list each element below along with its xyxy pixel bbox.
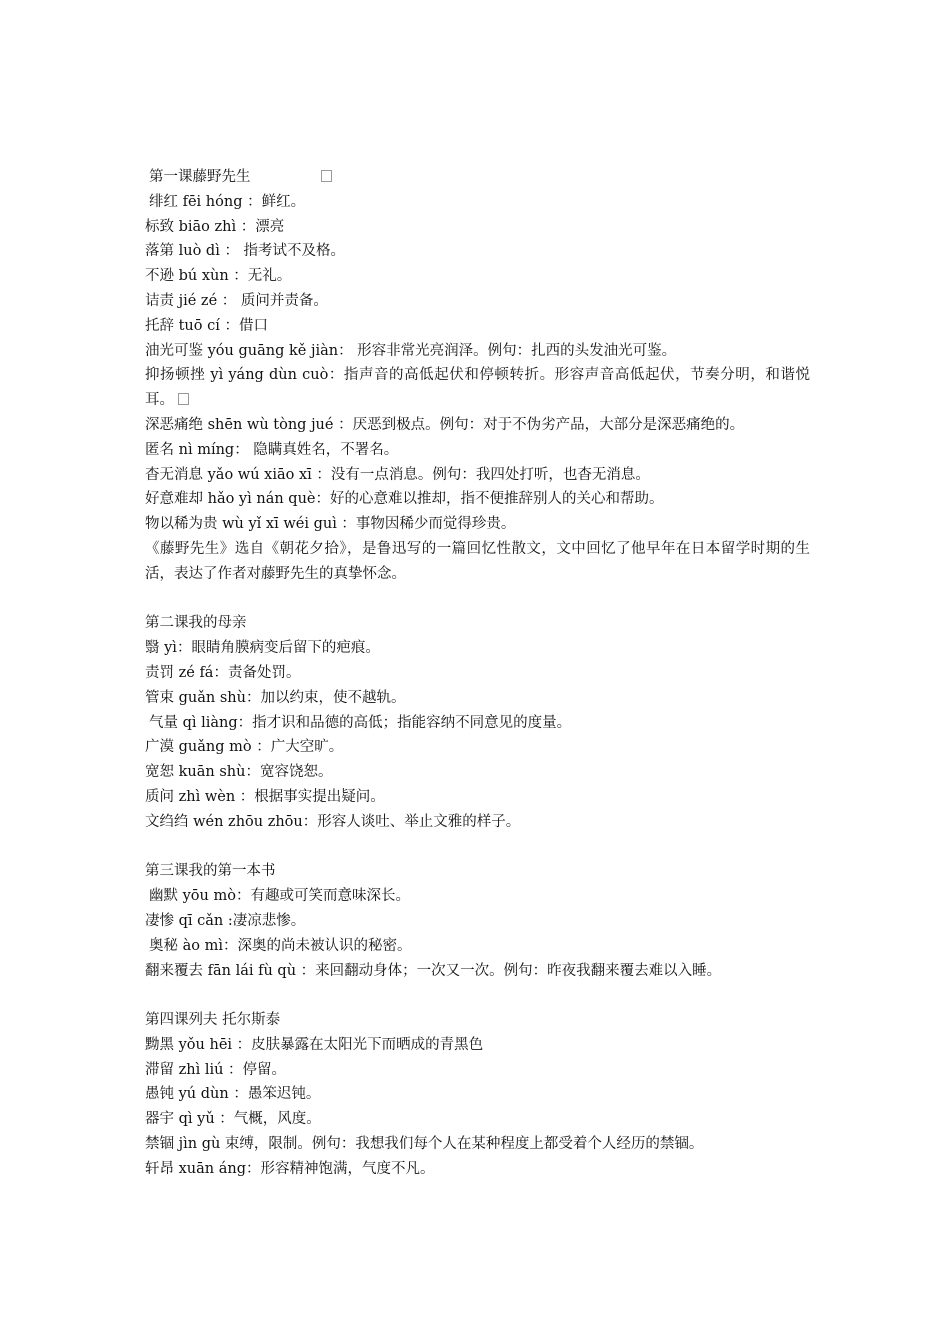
vocab-item: 标致 biāo zhì ：漂亮 [145,218,285,235]
vocab-item: 器宇 qì yǔ ：气概，风度。 [145,1111,321,1128]
missing-glyph-box-icon [321,170,332,182]
vocab-item: 滞留 zhì liú ：停留。 [145,1061,287,1078]
section-spacer [145,587,810,612]
vocab-item: 宽恕 kuān shù：宽容饶恕。 [145,764,333,781]
vocab-item: 物以稀为贵 wù yǐ xī wéi guì ：事物因稀少而觉得珍贵。 [145,516,516,533]
vocab-item: 绯红 fēi hóng ：鲜红。 [149,193,306,210]
vocab-item: 奥秘 ào mì：深奥的尚未被认识的秘密。 [149,937,412,954]
document-body [145,165,810,1182]
vocab-item-wrapped [145,363,810,413]
lesson-1-title-line [145,165,810,190]
vocab-item: 黝黑 yǒu hēi ：皮肤暴露在太阳光下而晒成的青黑色 [145,1036,484,1053]
vocab-item: 气量 qì liàng：指才识和品德的高低；指能容纳不同意见的度量。 [149,714,572,731]
vocab-item: 落第 luò dì ： 指考试不及格。 [145,243,346,260]
section-spacer [145,835,810,860]
vocab-item: 愚钝 yú dùn ：愚笨迟钝。 [145,1086,321,1103]
vocab-item: 广漠 guǎng mò ：广大空旷。 [145,739,344,756]
vocab-item: 匿名 nì míng： 隐瞒真姓名，不署名。 [145,441,399,458]
vocab-item: 文绉绉 wén zhōu zhōu：形容人谈吐、举止文雅的样子。 [145,813,521,830]
missing-glyph-box-icon [178,393,189,405]
vocab-item: 托辞 tuō cí ：借口 [145,317,268,334]
vocab-item: 翳 yì：眼睛角膜病变后留下的疤痕。 [145,640,380,657]
lesson-2-title: 第二课我的母亲 [145,615,247,632]
vocab-item: 深恶痛绝 shēn wù tòng jué ：厌恶到极点。例句：对于不伪劣产品，大部分是深恶痛绝的。 [145,416,745,433]
vocab-item: 诘责 jié zé ： 质问并责备。 [145,292,328,309]
vocab-item-wrapped: 翻来覆去 fān lái fù qù ：来回翻动身体；一次又一次。例句：昨夜我翻来覆去难以入睡。 [145,962,722,979]
vocab-item: 责罚 zé fá：责备处罚。 [145,664,301,681]
lesson-1-title: 第一课藤野先生 [149,169,251,185]
vocab-item: 轩昂 xuān áng：形容精神饱满，气度不凡。 [145,1160,435,1177]
vocab-item: 好意难却 hǎo yì nán què：好的心意难以推却，指不便推辞别人的关心和帮助。 [145,491,664,508]
vocab-item: 禁锢 jìn gù 束缚，限制。例句：我想我们每个人在某种程度上都受着个人经历的禁锢。 [145,1136,704,1153]
vocab-item: 凄惨 qī cǎn :凄凉悲惨。 [145,912,306,929]
vocab-item: 质问 zhì wèn ：根据事实提出疑问。 [145,788,385,805]
lesson-4-title: 第四课列夫 托尔斯泰 [145,1012,281,1029]
section-spacer [145,983,810,1008]
lesson-3-title: 第三课我的第一本书 [145,863,276,880]
vocab-item: 不逊 bú xùn ：无礼。 [145,268,292,285]
vocab-item: 油光可鉴 yóu guāng kě jiàn： 形容非常光亮润泽。例句：扎西的头发油光可鉴。 [145,342,677,359]
vocab-item: 杳无消息 yǎo wú xiāo xī ：没有一点消息。例句：我四处打听，也杳无消息。 [145,466,650,483]
vocab-item-text: 抑扬顿挫 yì yáng dùn cuò：指声音的高低起伏和停顿转折。形容声音高低起伏，节奏分明，和谐悦耳。 [145,367,810,409]
vocab-item: 管束 guǎn shù：加以约束，使不越轨。 [145,689,406,706]
lesson-summary-paragraph: 《藤野先生》选自《朝花夕拾》，是鲁迅写的一篇回忆性散文，文中回忆了他早年在日本留学时期的生活，表达了作者对藤野先生的真挚怀念。 [145,540,810,582]
vocab-item: 幽默 yōu mò：有趣或可笑而意味深长。 [149,888,410,905]
